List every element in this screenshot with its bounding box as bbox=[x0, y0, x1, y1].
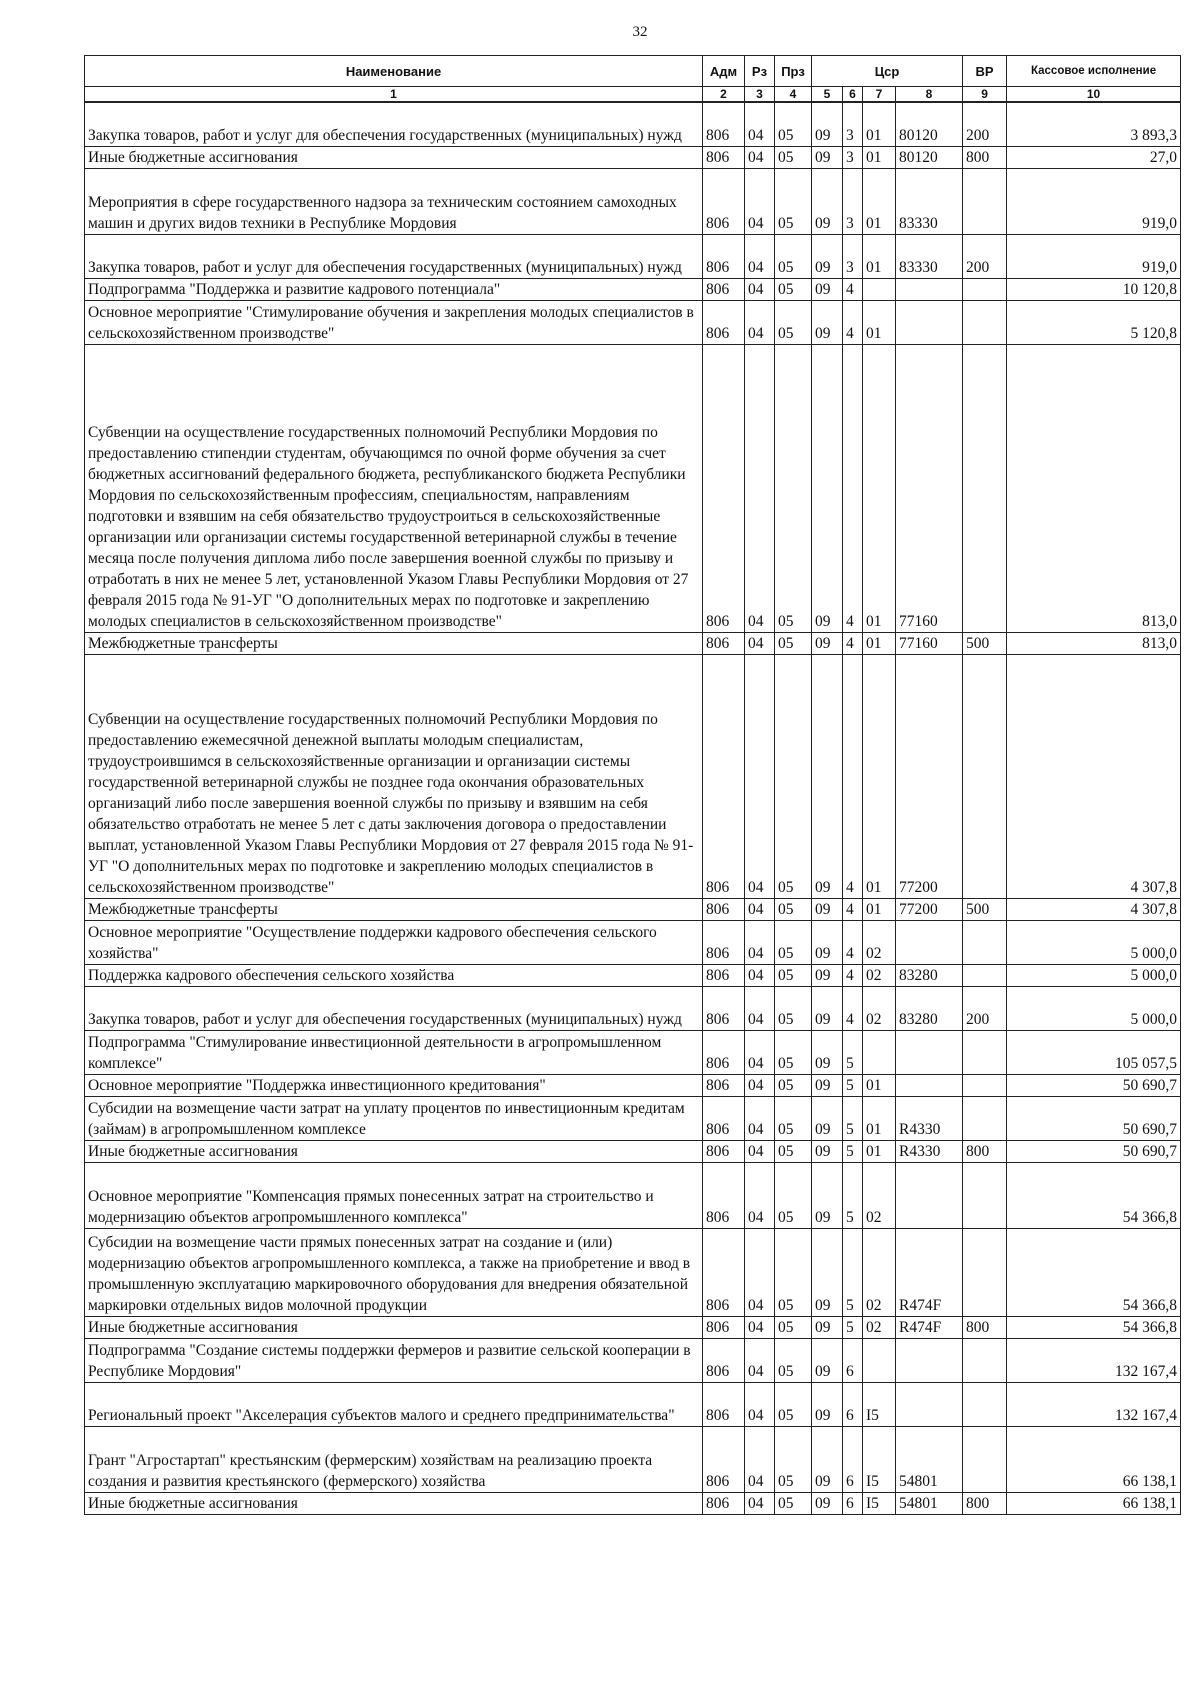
cell-csr-program: 09 bbox=[812, 1096, 843, 1140]
cell-adm: 806 bbox=[703, 278, 745, 300]
cell-name: Подпрограмма "Поддержка и развитие кадрового потенциала" bbox=[85, 278, 703, 300]
table-row bbox=[85, 146, 1181, 168]
header-adm: Адм bbox=[703, 56, 745, 87]
header-name: Наименование bbox=[85, 56, 703, 87]
cell-rz: 04 bbox=[745, 654, 775, 898]
cell-amount: 50 690,7 bbox=[1007, 1096, 1181, 1140]
table-row bbox=[85, 300, 1181, 344]
cell-rz: 04 bbox=[745, 986, 775, 1030]
cell-amount: 66 138,1 bbox=[1007, 1426, 1181, 1492]
cell-csr-program: 09 bbox=[812, 1162, 843, 1228]
table-row bbox=[85, 102, 1181, 146]
cell-vr: 500 bbox=[963, 898, 1007, 920]
cell-amount: 10 120,8 bbox=[1007, 278, 1181, 300]
cell-prz: 05 bbox=[775, 1074, 812, 1096]
cell-csr-direction: 54801 bbox=[896, 1492, 963, 1514]
cell-csr-event bbox=[863, 1338, 896, 1382]
cell-csr-program: 09 bbox=[812, 964, 843, 986]
cell-adm: 806 bbox=[703, 1096, 745, 1140]
cell-csr-event bbox=[863, 278, 896, 300]
cell-csr-event: 01 bbox=[863, 898, 896, 920]
table-row bbox=[85, 168, 1181, 234]
cell-csr-event: 01 bbox=[863, 102, 896, 146]
cell-csr-event: 01 bbox=[863, 146, 896, 168]
cell-amount: 66 138,1 bbox=[1007, 1492, 1181, 1514]
cell-adm: 806 bbox=[703, 1140, 745, 1162]
table-row bbox=[85, 1030, 1181, 1074]
cell-csr-subprogram: 5 bbox=[843, 1030, 863, 1074]
column-number: 4 bbox=[775, 87, 812, 103]
cell-vr bbox=[963, 168, 1007, 234]
cell-amount: 50 690,7 bbox=[1007, 1140, 1181, 1162]
cell-name: Закупка товаров, работ и услуг для обеспечения государственных (муниципальных) нужд bbox=[85, 102, 703, 146]
cell-rz: 04 bbox=[745, 102, 775, 146]
cell-amount: 5 000,0 bbox=[1007, 964, 1181, 986]
cell-name: Субсидии на возмещение части затрат на уплату процентов по инвестиционным кредитам (займам) в агропромышленном комплексе bbox=[85, 1096, 703, 1140]
cell-csr-event: 02 bbox=[863, 964, 896, 986]
table-row bbox=[85, 654, 1181, 898]
cell-rz: 04 bbox=[745, 964, 775, 986]
cell-csr-event: 01 bbox=[863, 300, 896, 344]
cell-csr-program: 09 bbox=[812, 654, 843, 898]
cell-csr-subprogram: 4 bbox=[843, 278, 863, 300]
cell-csr-subprogram: 5 bbox=[843, 1074, 863, 1096]
cell-prz: 05 bbox=[775, 234, 812, 278]
cell-csr-direction: 77160 bbox=[896, 632, 963, 654]
cell-vr: 800 bbox=[963, 146, 1007, 168]
table-row bbox=[85, 920, 1181, 964]
cell-rz: 04 bbox=[745, 898, 775, 920]
cell-prz: 05 bbox=[775, 964, 812, 986]
cell-amount: 132 167,4 bbox=[1007, 1338, 1181, 1382]
cell-vr: 200 bbox=[963, 102, 1007, 146]
cell-csr-subprogram: 6 bbox=[843, 1338, 863, 1382]
cell-adm: 806 bbox=[703, 102, 745, 146]
cell-csr-program: 09 bbox=[812, 1074, 843, 1096]
cell-name: Закупка товаров, работ и услуг для обеспечения государственных (муниципальных) нужд bbox=[85, 234, 703, 278]
cell-csr-event: 01 bbox=[863, 344, 896, 632]
cell-csr-direction: 77160 bbox=[896, 344, 963, 632]
cell-prz: 05 bbox=[775, 1316, 812, 1338]
cell-csr-event: 01 bbox=[863, 234, 896, 278]
cell-csr-event: 02 bbox=[863, 1228, 896, 1316]
cell-csr-program: 09 bbox=[812, 898, 843, 920]
table-row bbox=[85, 1492, 1181, 1514]
cell-amount: 813,0 bbox=[1007, 344, 1181, 632]
cell-csr-event: I5 bbox=[863, 1382, 896, 1426]
cell-csr-program: 09 bbox=[812, 1426, 843, 1492]
budget-execution-table bbox=[84, 55, 1181, 1515]
cell-csr-event bbox=[863, 1030, 896, 1074]
cell-csr-subprogram: 3 bbox=[843, 168, 863, 234]
cell-rz: 04 bbox=[745, 344, 775, 632]
cell-csr-direction: R474F bbox=[896, 1316, 963, 1338]
cell-amount: 4 307,8 bbox=[1007, 898, 1181, 920]
table-row bbox=[85, 964, 1181, 986]
cell-amount: 5 000,0 bbox=[1007, 986, 1181, 1030]
table-row bbox=[85, 1316, 1181, 1338]
cell-csr-direction: 80120 bbox=[896, 102, 963, 146]
cell-rz: 04 bbox=[745, 1074, 775, 1096]
cell-csr-direction bbox=[896, 278, 963, 300]
cell-name: Региональный проект "Акселерация субъектов малого и среднего предпринимательства" bbox=[85, 1382, 703, 1426]
cell-rz: 04 bbox=[745, 1338, 775, 1382]
cell-csr-event: 01 bbox=[863, 168, 896, 234]
cell-csr-event: 02 bbox=[863, 1162, 896, 1228]
cell-adm: 806 bbox=[703, 920, 745, 964]
cell-rz: 04 bbox=[745, 234, 775, 278]
cell-csr-program: 09 bbox=[812, 1140, 843, 1162]
cell-vr bbox=[963, 1074, 1007, 1096]
cell-amount: 54 366,8 bbox=[1007, 1228, 1181, 1316]
cell-csr-direction bbox=[896, 1074, 963, 1096]
cell-adm: 806 bbox=[703, 1338, 745, 1382]
cell-csr-event: 02 bbox=[863, 1316, 896, 1338]
cell-adm: 806 bbox=[703, 234, 745, 278]
table-row bbox=[85, 234, 1181, 278]
header-amount: Кассовое исполнение bbox=[1007, 56, 1181, 87]
cell-csr-program: 09 bbox=[812, 1338, 843, 1382]
cell-name: Иные бюджетные ассигнования bbox=[85, 1492, 703, 1514]
cell-csr-subprogram: 4 bbox=[843, 300, 863, 344]
cell-rz: 04 bbox=[745, 1492, 775, 1514]
cell-vr: 200 bbox=[963, 234, 1007, 278]
cell-name: Межбюджетные трансферты bbox=[85, 898, 703, 920]
header-vr: ВР bbox=[963, 56, 1007, 87]
cell-vr bbox=[963, 920, 1007, 964]
cell-csr-program: 09 bbox=[812, 146, 843, 168]
cell-csr-program: 09 bbox=[812, 278, 843, 300]
cell-vr bbox=[963, 1426, 1007, 1492]
cell-name: Межбюджетные трансферты bbox=[85, 632, 703, 654]
cell-rz: 04 bbox=[745, 1162, 775, 1228]
column-number: 1 bbox=[85, 87, 703, 103]
table-row bbox=[85, 1382, 1181, 1426]
cell-amount: 919,0 bbox=[1007, 168, 1181, 234]
cell-csr-direction: R474F bbox=[896, 1228, 963, 1316]
table-row bbox=[85, 278, 1181, 300]
cell-csr-direction: 54801 bbox=[896, 1426, 963, 1492]
cell-vr bbox=[963, 344, 1007, 632]
cell-adm: 806 bbox=[703, 1382, 745, 1426]
cell-csr-program: 09 bbox=[812, 344, 843, 632]
header-rz: Рз bbox=[745, 56, 775, 87]
cell-csr-event: I5 bbox=[863, 1426, 896, 1492]
cell-csr-direction: 77200 bbox=[896, 654, 963, 898]
cell-vr bbox=[963, 300, 1007, 344]
cell-csr-event: 02 bbox=[863, 920, 896, 964]
cell-csr-direction bbox=[896, 300, 963, 344]
cell-rz: 04 bbox=[745, 1030, 775, 1074]
cell-csr-subprogram: 4 bbox=[843, 964, 863, 986]
cell-name: Основное мероприятие "Компенсация прямых понесенных затрат на строительство и модернизацию объектов агропромышленного комплекса" bbox=[85, 1162, 703, 1228]
cell-csr-subprogram: 3 bbox=[843, 146, 863, 168]
column-number-row bbox=[85, 87, 1181, 103]
column-number: 7 bbox=[863, 87, 896, 103]
cell-csr-program: 09 bbox=[812, 1382, 843, 1426]
cell-csr-direction: 83280 bbox=[896, 986, 963, 1030]
column-number: 8 bbox=[896, 87, 963, 103]
cell-name: Закупка товаров, работ и услуг для обеспечения государственных (муниципальных) нужд bbox=[85, 986, 703, 1030]
cell-prz: 05 bbox=[775, 300, 812, 344]
cell-csr-subprogram: 5 bbox=[843, 1228, 863, 1316]
cell-vr: 800 bbox=[963, 1140, 1007, 1162]
cell-amount: 5 000,0 bbox=[1007, 920, 1181, 964]
cell-csr-event: 01 bbox=[863, 1096, 896, 1140]
cell-name: Субвенции на осуществление государственных полномочий Республики Мордовия по предоставлению стипендии студентам, обучающимся по очной форме обучения за счет бюджетных ассигнований федерального бюджета, республиканского бюджета Республики Мордовия по сельскохозяйственным профессиям, специальностям, направлениям подготовки и взявшим на себя обязательство трудоустроиться в сельскохозяйственные организации или организации системы государственной ветеринарной службы в течение месяца после получения диплома либо после завершения военной службы по призыву и отработать в них не менее 5 лет, установленной Указом Главы Республики Мордовия от 27 февраля 2015 года № 91-УГ "О дополнительных мерах по подготовке и закреплению молодых специалистов в сельскохозяйственном производстве" bbox=[85, 344, 703, 632]
cell-adm: 806 bbox=[703, 654, 745, 898]
cell-vr bbox=[963, 1338, 1007, 1382]
header-row bbox=[85, 56, 1181, 87]
cell-prz: 05 bbox=[775, 344, 812, 632]
cell-prz: 05 bbox=[775, 1096, 812, 1140]
cell-csr-event: 01 bbox=[863, 1074, 896, 1096]
cell-csr-direction: 80120 bbox=[896, 146, 963, 168]
cell-prz: 05 bbox=[775, 1338, 812, 1382]
cell-csr-subprogram: 6 bbox=[843, 1426, 863, 1492]
cell-name: Иные бюджетные ассигнования bbox=[85, 146, 703, 168]
cell-csr-subprogram: 6 bbox=[843, 1382, 863, 1426]
table-row bbox=[85, 1228, 1181, 1316]
cell-csr-direction bbox=[896, 1162, 963, 1228]
cell-csr-program: 09 bbox=[812, 920, 843, 964]
cell-csr-program: 09 bbox=[812, 168, 843, 234]
cell-adm: 806 bbox=[703, 300, 745, 344]
header-csr: Цср bbox=[812, 56, 963, 87]
cell-rz: 04 bbox=[745, 632, 775, 654]
cell-prz: 05 bbox=[775, 986, 812, 1030]
cell-rz: 04 bbox=[745, 920, 775, 964]
cell-name: Грант "Агростартап" крестьянским (фермерским) хозяйствам на реализацию проекта создания и развития крестьянского (фермерского) хозяйства bbox=[85, 1426, 703, 1492]
cell-csr-direction bbox=[896, 920, 963, 964]
table-row bbox=[85, 1338, 1181, 1382]
cell-name: Основное мероприятие "Осуществление поддержки кадрового обеспечения сельского хозяйства" bbox=[85, 920, 703, 964]
cell-csr-subprogram: 3 bbox=[843, 102, 863, 146]
table-row bbox=[85, 1074, 1181, 1096]
column-number: 2 bbox=[703, 87, 745, 103]
cell-prz: 05 bbox=[775, 1162, 812, 1228]
cell-prz: 05 bbox=[775, 1030, 812, 1074]
cell-csr-event: 02 bbox=[863, 986, 896, 1030]
cell-amount: 4 307,8 bbox=[1007, 654, 1181, 898]
cell-vr bbox=[963, 1228, 1007, 1316]
cell-vr: 800 bbox=[963, 1316, 1007, 1338]
table-row bbox=[85, 898, 1181, 920]
cell-csr-subprogram: 5 bbox=[843, 1140, 863, 1162]
cell-prz: 05 bbox=[775, 1492, 812, 1514]
cell-csr-direction: 83330 bbox=[896, 234, 963, 278]
column-number: 3 bbox=[745, 87, 775, 103]
cell-vr bbox=[963, 278, 1007, 300]
cell-csr-event: 01 bbox=[863, 654, 896, 898]
cell-csr-subprogram: 4 bbox=[843, 632, 863, 654]
column-number: 6 bbox=[843, 87, 863, 103]
cell-adm: 806 bbox=[703, 168, 745, 234]
cell-vr bbox=[963, 654, 1007, 898]
table-row bbox=[85, 1162, 1181, 1228]
cell-vr bbox=[963, 964, 1007, 986]
cell-name: Подпрограмма "Создание системы поддержки фермеров и развитие сельской кооперации в Республике Мордовия" bbox=[85, 1338, 703, 1382]
table-body bbox=[85, 102, 1181, 1514]
table-row bbox=[85, 986, 1181, 1030]
table-row bbox=[85, 1426, 1181, 1492]
cell-csr-direction: 83330 bbox=[896, 168, 963, 234]
cell-amount: 132 167,4 bbox=[1007, 1382, 1181, 1426]
cell-csr-subprogram: 5 bbox=[843, 1162, 863, 1228]
cell-amount: 50 690,7 bbox=[1007, 1074, 1181, 1096]
cell-adm: 806 bbox=[703, 1030, 745, 1074]
cell-name: Основное мероприятие "Стимулирование обучения и закрепления молодых специалистов в сельскохозяйственном производстве" bbox=[85, 300, 703, 344]
cell-rz: 04 bbox=[745, 1426, 775, 1492]
cell-adm: 806 bbox=[703, 986, 745, 1030]
cell-csr-program: 09 bbox=[812, 1316, 843, 1338]
cell-rz: 04 bbox=[745, 278, 775, 300]
cell-csr-subprogram: 4 bbox=[843, 344, 863, 632]
cell-csr-event: 01 bbox=[863, 632, 896, 654]
cell-csr-subprogram: 5 bbox=[843, 1096, 863, 1140]
cell-name: Основное мероприятие "Поддержка инвестиционного кредитования" bbox=[85, 1074, 703, 1096]
cell-adm: 806 bbox=[703, 1074, 745, 1096]
cell-prz: 05 bbox=[775, 632, 812, 654]
cell-csr-subprogram: 3 bbox=[843, 234, 863, 278]
cell-csr-program: 09 bbox=[812, 632, 843, 654]
cell-csr-program: 09 bbox=[812, 300, 843, 344]
cell-rz: 04 bbox=[745, 1382, 775, 1426]
cell-amount: 3 893,3 bbox=[1007, 102, 1181, 146]
cell-name: Субсидии на возмещение части прямых понесенных затрат на создание и (или) модернизацию объектов агропромышленного комплекса, а также на приобретение и ввод в промышленную эксплуатацию маркировочного оборудования для внедрения обязательной маркировки отдельных видов молочной продукции bbox=[85, 1228, 703, 1316]
cell-name: Поддержка кадрового обеспечения сельского хозяйства bbox=[85, 964, 703, 986]
cell-csr-subprogram: 4 bbox=[843, 654, 863, 898]
cell-amount: 105 057,5 bbox=[1007, 1030, 1181, 1074]
cell-csr-program: 09 bbox=[812, 986, 843, 1030]
cell-csr-direction: R4330 bbox=[896, 1140, 963, 1162]
cell-rz: 04 bbox=[745, 146, 775, 168]
cell-adm: 806 bbox=[703, 344, 745, 632]
cell-csr-program: 09 bbox=[812, 1030, 843, 1074]
cell-csr-subprogram: 5 bbox=[843, 1316, 863, 1338]
cell-prz: 05 bbox=[775, 1140, 812, 1162]
cell-prz: 05 bbox=[775, 654, 812, 898]
cell-adm: 806 bbox=[703, 964, 745, 986]
cell-vr bbox=[963, 1096, 1007, 1140]
cell-name: Субвенции на осуществление государственных полномочий Республики Мордовия по предоставлению ежемесячной денежной выплаты молодым специалистам, трудоустроившимся в сельскохозяйственные организации и организации системы государственной ветеринарной службы не позднее года окончания образовательных организаций либо после завершения военной службы по призыву и взявшим на себя обязательство отработать не менее 5 лет с даты заключения договора о предоставлении выплат, установленной Указом Главы Республики Мордовия от 27 февраля 2015 года № 91-УГ "О дополнительных мерах по подготовке и закреплению молодых специалистов в сельскохозяйственном производстве" bbox=[85, 654, 703, 898]
cell-name: Иные бюджетные ассигнования bbox=[85, 1316, 703, 1338]
column-number: 9 bbox=[963, 87, 1007, 103]
cell-rz: 04 bbox=[745, 1316, 775, 1338]
cell-vr: 500 bbox=[963, 632, 1007, 654]
cell-name: Мероприятия в сфере государственного надзора за техническим состоянием самоходных машин и других видов техники в Республике Мордовия bbox=[85, 168, 703, 234]
cell-amount: 54 366,8 bbox=[1007, 1316, 1181, 1338]
cell-amount: 919,0 bbox=[1007, 234, 1181, 278]
cell-amount: 54 366,8 bbox=[1007, 1162, 1181, 1228]
cell-prz: 05 bbox=[775, 102, 812, 146]
cell-rz: 04 bbox=[745, 168, 775, 234]
cell-csr-direction bbox=[896, 1382, 963, 1426]
cell-prz: 05 bbox=[775, 1382, 812, 1426]
cell-prz: 05 bbox=[775, 898, 812, 920]
cell-prz: 05 bbox=[775, 1426, 812, 1492]
cell-vr bbox=[963, 1382, 1007, 1426]
cell-adm: 806 bbox=[703, 1162, 745, 1228]
cell-prz: 05 bbox=[775, 1228, 812, 1316]
cell-amount: 27,0 bbox=[1007, 146, 1181, 168]
cell-rz: 04 bbox=[745, 1140, 775, 1162]
cell-amount: 813,0 bbox=[1007, 632, 1181, 654]
cell-adm: 806 bbox=[703, 1316, 745, 1338]
cell-vr bbox=[963, 1030, 1007, 1074]
cell-adm: 806 bbox=[703, 1492, 745, 1514]
cell-rz: 04 bbox=[745, 1228, 775, 1316]
cell-adm: 806 bbox=[703, 1426, 745, 1492]
cell-csr-program: 09 bbox=[812, 1492, 843, 1514]
cell-name: Подпрограмма "Стимулирование инвестиционной деятельности в агропромышленном комплексе" bbox=[85, 1030, 703, 1074]
cell-vr: 200 bbox=[963, 986, 1007, 1030]
table-row bbox=[85, 1096, 1181, 1140]
cell-prz: 05 bbox=[775, 146, 812, 168]
cell-prz: 05 bbox=[775, 920, 812, 964]
table-row bbox=[85, 344, 1181, 632]
cell-csr-subprogram: 6 bbox=[843, 1492, 863, 1514]
table-row bbox=[85, 1140, 1181, 1162]
column-number: 10 bbox=[1007, 87, 1181, 103]
cell-csr-direction: R4330 bbox=[896, 1096, 963, 1140]
cell-csr-program: 09 bbox=[812, 102, 843, 146]
cell-name: Иные бюджетные ассигнования bbox=[85, 1140, 703, 1162]
cell-vr: 800 bbox=[963, 1492, 1007, 1514]
cell-rz: 04 bbox=[745, 1096, 775, 1140]
cell-csr-program: 09 bbox=[812, 234, 843, 278]
cell-csr-subprogram: 4 bbox=[843, 986, 863, 1030]
cell-vr bbox=[963, 1162, 1007, 1228]
cell-csr-direction bbox=[896, 1030, 963, 1074]
cell-adm: 806 bbox=[703, 1228, 745, 1316]
cell-csr-subprogram: 4 bbox=[843, 920, 863, 964]
cell-csr-event: 01 bbox=[863, 1140, 896, 1162]
cell-adm: 806 bbox=[703, 898, 745, 920]
cell-csr-subprogram: 4 bbox=[843, 898, 863, 920]
cell-adm: 806 bbox=[703, 146, 745, 168]
cell-csr-direction: 77200 bbox=[896, 898, 963, 920]
table-row bbox=[85, 632, 1181, 654]
column-number: 5 bbox=[812, 87, 843, 103]
header-prz: Прз bbox=[775, 56, 812, 87]
cell-csr-direction bbox=[896, 1338, 963, 1382]
cell-rz: 04 bbox=[745, 300, 775, 344]
cell-csr-direction: 83280 bbox=[896, 964, 963, 986]
cell-csr-program: 09 bbox=[812, 1228, 843, 1316]
cell-prz: 05 bbox=[775, 168, 812, 234]
cell-prz: 05 bbox=[775, 278, 812, 300]
cell-adm: 806 bbox=[703, 632, 745, 654]
cell-csr-event: I5 bbox=[863, 1492, 896, 1514]
cell-amount: 5 120,8 bbox=[1007, 300, 1181, 344]
page-number: 32 bbox=[632, 24, 648, 40]
